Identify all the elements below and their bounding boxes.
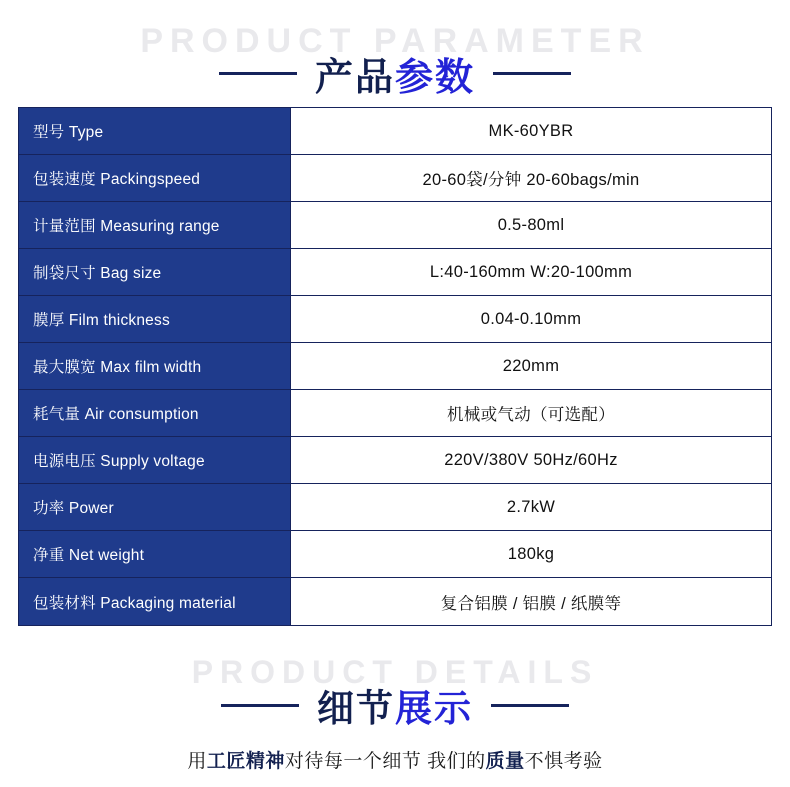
tagline-part-3: 不惧考验 bbox=[524, 751, 603, 772]
parameter-label: 计量范围 Measuring range bbox=[19, 202, 291, 248]
parameter-label: 净重 Net weight bbox=[19, 531, 291, 577]
table-row bbox=[19, 108, 771, 155]
tagline-part-1: 用 bbox=[187, 751, 207, 772]
heading-rule-left bbox=[219, 72, 297, 75]
tagline-bold-2: 质量 bbox=[485, 751, 525, 772]
table-row bbox=[19, 437, 771, 484]
product-parameter-title-row bbox=[0, 14, 790, 101]
parameter-label: 包装材料 Packaging material bbox=[19, 578, 291, 625]
parameter-label: 膜厚 Film thickness bbox=[19, 296, 291, 342]
parameter-value: 180kg bbox=[291, 531, 771, 577]
parameter-value: 20-60袋/分钟 20-60bags/min bbox=[291, 155, 771, 201]
table-row bbox=[19, 155, 771, 202]
details-rule-right bbox=[491, 704, 569, 707]
parameter-value: 0.5-80ml bbox=[291, 202, 771, 248]
table-row bbox=[19, 343, 771, 390]
parameter-value: MK-60YBR bbox=[291, 108, 771, 154]
tagline-bold-1: 工匠精神 bbox=[206, 751, 285, 772]
parameter-value: 2.7kW bbox=[291, 484, 771, 530]
product-details-title bbox=[317, 678, 473, 732]
product-details-title-row bbox=[0, 650, 790, 732]
parameter-value: 机械或气动（可选配） bbox=[291, 390, 771, 436]
parameter-value: 复合铝膜 / 铝膜 / 纸膜等 bbox=[291, 578, 771, 625]
parameter-value: L:40-160mm W:20-100mm bbox=[291, 249, 771, 295]
table-row bbox=[19, 531, 771, 578]
product-parameter-heading bbox=[0, 14, 790, 101]
table-row bbox=[19, 249, 771, 296]
parameter-value: 220V/380V 50Hz/60Hz bbox=[291, 437, 771, 483]
product-details-title-dark: 细节 bbox=[317, 688, 395, 729]
table-row bbox=[19, 578, 771, 625]
parameter-table bbox=[18, 107, 772, 626]
parameter-label: 型号 Type bbox=[19, 108, 291, 154]
parameter-label: 耗气量 Air consumption bbox=[19, 390, 291, 436]
table-row bbox=[19, 202, 771, 249]
details-rule-left bbox=[221, 704, 299, 707]
product-details-title-blue: 展示 bbox=[395, 688, 473, 729]
tagline-part-2: 对待每一个细节 我们的 bbox=[284, 751, 486, 772]
parameter-label: 包装速度 Packingspeed bbox=[19, 155, 291, 201]
parameter-label: 电源电压 Supply voltage bbox=[19, 437, 291, 483]
parameter-value: 0.04-0.10mm bbox=[291, 296, 771, 342]
parameter-label: 功率 Power bbox=[19, 484, 291, 530]
parameter-label: 制袋尺寸 Bag size bbox=[19, 249, 291, 295]
product-details-ghost-title: PRODUCT DETAILS bbox=[191, 654, 599, 690]
heading-rule-right bbox=[493, 72, 571, 75]
table-row bbox=[19, 390, 771, 437]
product-parameter-ghost-title: PRODUCT PARAMETER bbox=[140, 22, 650, 60]
parameter-label: 最大膜宽 Max film width bbox=[19, 343, 291, 389]
parameter-value: 220mm bbox=[291, 343, 771, 389]
product-parameter-title-blue: 参数 bbox=[395, 57, 476, 99]
product-details-heading bbox=[0, 650, 790, 773]
product-parameter-title-dark: 产品 bbox=[314, 57, 395, 99]
product-details-tagline bbox=[0, 746, 790, 773]
table-row bbox=[19, 296, 771, 343]
product-parameter-title bbox=[315, 46, 475, 101]
table-row bbox=[19, 484, 771, 531]
